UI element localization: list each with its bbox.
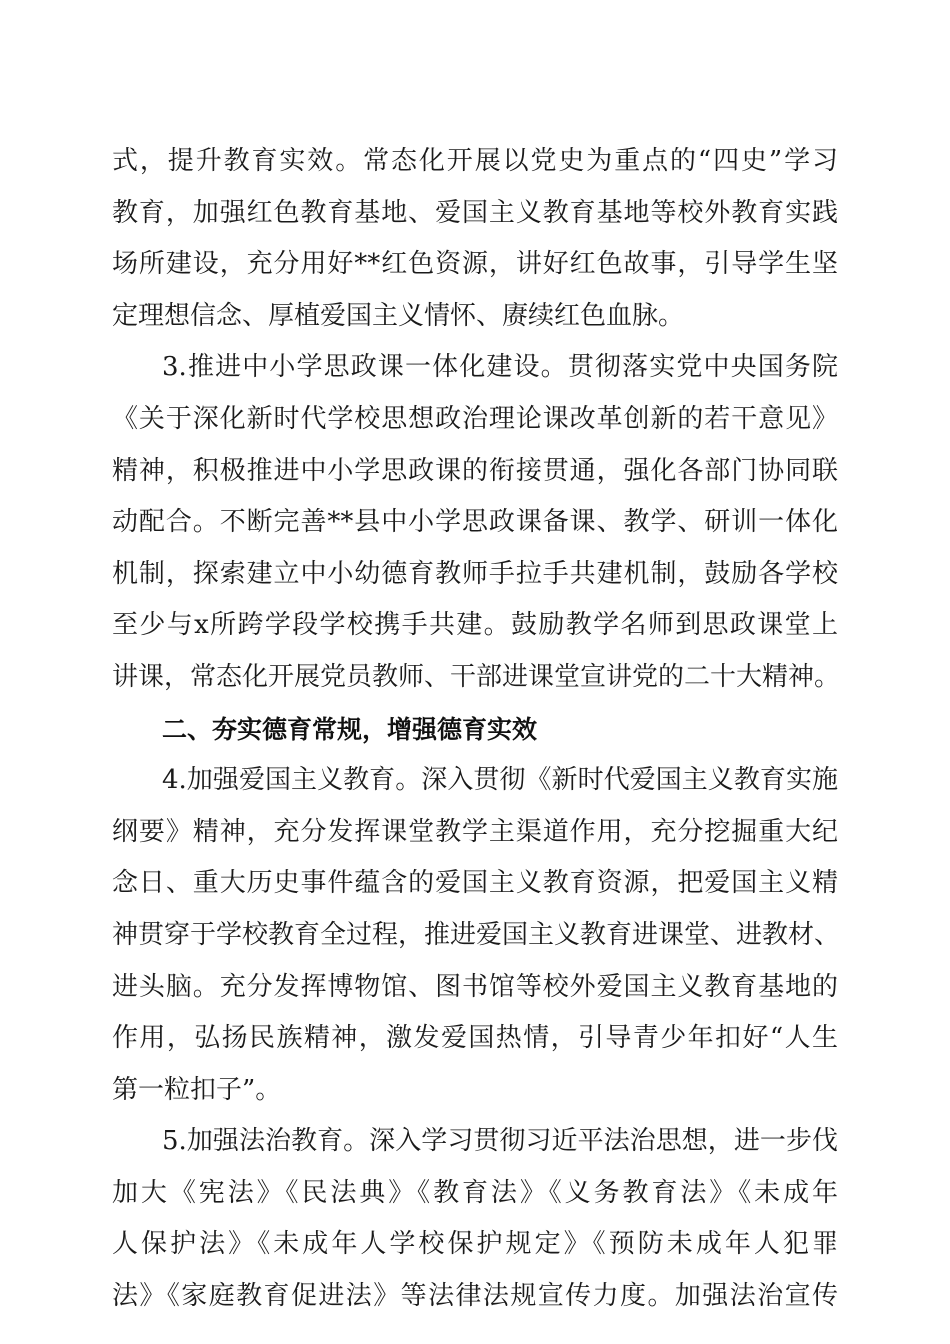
- paragraph-item-5: [112, 1116, 838, 1322]
- text-line: 3.推进中小学思政课一体化建设。贯彻落实党中央国务院: [162, 352, 838, 383]
- text-line: 加大《宪法》《民法典》《教育法》《义务教育法》《未成年: [112, 1177, 838, 1208]
- paragraph-item-4: [112, 755, 841, 1116]
- text-line: 《关于深化新时代学校思想政治理论课改革创新的若干意见》: [112, 403, 838, 434]
- text-line: 神贯穿于学校教育全过程，推进爱国主义教育进课堂、进教材、: [112, 919, 841, 950]
- text-line: 机制，探索建立中小幼德育教师手拉手共建机制，鼓励各学校: [112, 558, 838, 589]
- text-line: 定理想信念、厚植爱国主义情怀、赓续红色血脉。: [112, 300, 685, 331]
- text-line: 动配合。不断完善**县中小学思政课备课、教学、研训一体化: [112, 507, 838, 538]
- text-line: 纲要》精神，充分发挥课堂教学主渠道作用，充分挖掘重大纪: [112, 816, 838, 847]
- text-line: 精神，积极推进中小学思政课的衔接贯通，强化各部门协同联: [112, 455, 838, 486]
- paragraph-item-3: [112, 342, 841, 703]
- text-line: 讲课，常态化开展党员教师、干部进课堂宣讲党的二十大精神。: [112, 661, 841, 692]
- paragraph-intro: [112, 136, 838, 342]
- text-line: 作用，弘扬民族精神，激发爱国热情，引导青少年扣好“人生: [112, 1023, 838, 1054]
- text-line: 教育，加强红色教育基地、爱国主义教育基地等校外教育实践: [112, 197, 838, 228]
- text-line: 人保护法》《未成年人学校保护规定》《预防未成年人犯罪: [112, 1229, 838, 1260]
- text-line: 式，提升教育实效。常态化开展以党史为重点的“四史”学习: [112, 146, 838, 176]
- text-line: 念日、重大历史事件蕴含的爱国主义教育资源，把爱国主义精: [112, 868, 838, 899]
- text-line: 第一粒扣子”。: [112, 1074, 282, 1105]
- document-body: [112, 136, 841, 1323]
- text-line: 5.加强法治教育。深入学习贯彻习近平法治思想，进一步伐: [162, 1126, 838, 1157]
- text-line: 4.加强爱国主义教育。深入贯彻《新时代爱国主义教育实施: [162, 765, 838, 796]
- text-line: 至少与x所跨学段学校携手共建。鼓励教学名师到思政课堂上: [112, 610, 838, 641]
- text-line: 法》《家庭教育促进法》等法律法规宣传力度。加强法治宣传: [112, 1281, 838, 1312]
- text-line: 进头脑。充分发挥博物馆、图书馆等校外爱国主义教育基地的: [112, 971, 838, 1002]
- section-heading: 二、夯实德育常规，增强德育实效: [162, 714, 538, 744]
- text-line: 场所建设，充分用好**红色资源，讲好红色故事，引导学生坚: [112, 249, 838, 280]
